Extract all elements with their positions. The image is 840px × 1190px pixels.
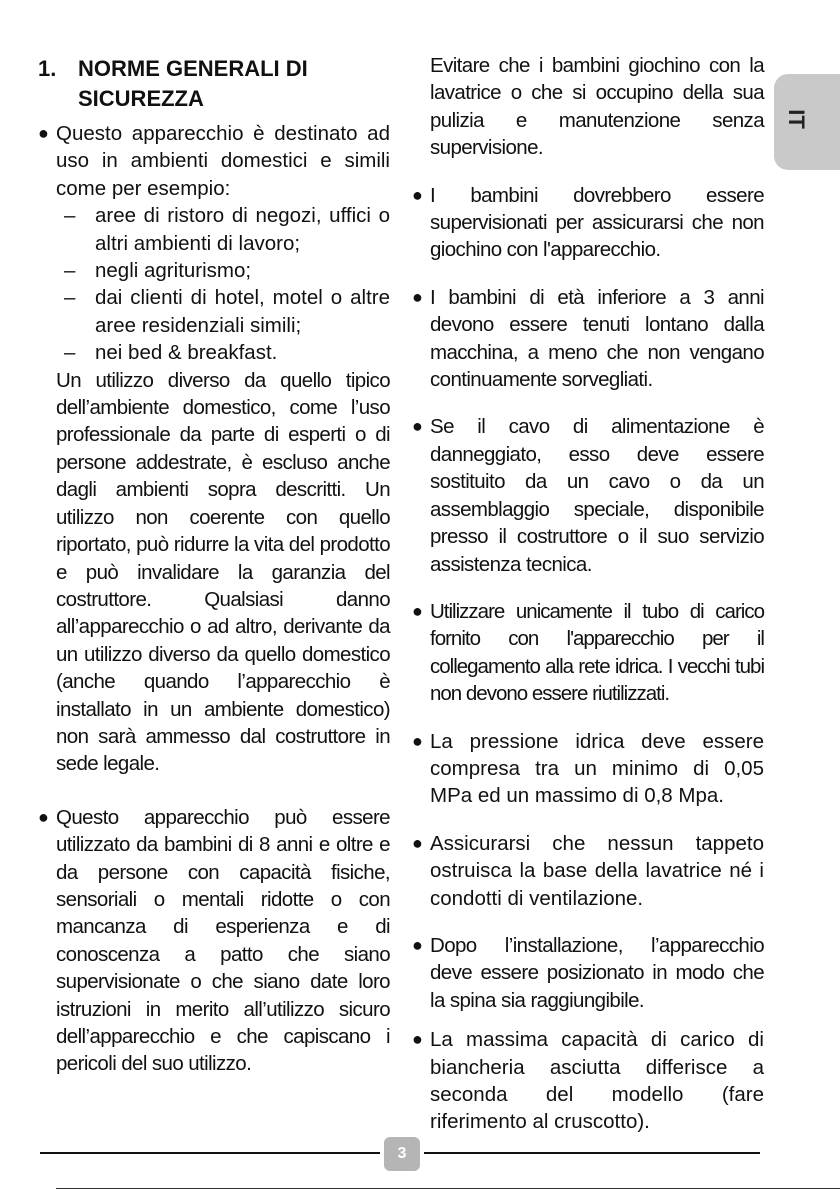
bullet-item — [412, 830, 764, 912]
sub-item — [38, 257, 390, 284]
bullet-item — [412, 598, 764, 708]
dash-icon: – — [64, 259, 76, 283]
bullet-text: La massima capacità di carico di biancheria asciutta differisce a seconda del modello (fare riferimento al cruscotto). — [430, 1028, 764, 1134]
bullet-item — [412, 182, 764, 264]
bullet-text: Assicurarsi che nessun tappeto ostruisca la base della lavatrice né i condotti di ventilazione. — [430, 831, 764, 910]
bullet-text: I bambini dovrebbero essere supervisionati per assicurarsi che non giochino con l'apparecchio. — [430, 183, 764, 262]
bullet-dot-icon: ● — [412, 934, 423, 955]
sub-item — [38, 202, 390, 257]
footer-rule-left — [40, 1152, 380, 1154]
bullet-dot-icon: ● — [412, 286, 423, 307]
dash-icon: – — [64, 341, 76, 365]
section-heading — [38, 54, 390, 114]
dash-icon: – — [64, 204, 76, 228]
section-title-line2: SICUREZZA — [78, 86, 204, 111]
sub-item-text: aree di ristoro di negozi, uffici o altri ambienti di lavoro; — [95, 204, 390, 255]
bullet-item — [412, 284, 764, 394]
section-title-line1: NORME GENERALI DI — [78, 56, 308, 81]
bullet-text: Questo apparecchio è destinato ad uso in ambienti domestici e simili come per esempio: — [56, 122, 390, 200]
sub-item-text: dai clienti di hotel, motel o altre aree residenziali simili; — [95, 286, 390, 337]
bullet-item — [412, 1026, 764, 1136]
bullet-item — [412, 932, 764, 1014]
bullet-text: I bambini di età inferiore a 3 anni devono essere tenuti lontano dalla macchina, a meno che non vengano continuamente sorvegliati. — [430, 285, 764, 392]
dash-icon: – — [64, 286, 76, 310]
bullet-dot-icon: ● — [412, 1029, 423, 1050]
bottom-border-rule — [56, 1188, 840, 1189]
language-tab-label: IT — [783, 109, 809, 129]
usage-paragraph: Un utilizzo diverso da quello tipico dell’ambiente domestico, come l’uso professionale da parte di esperti o di persone addestrate, è escluso anche dagli ambienti sopra descritti. Un utilizzo non coerente con quello riportato, può ridurre la vita del prodotto e può invalidare la garanzia del costruttore. Qualsiasi danno all’apparecchio o ad altro, derivante da un utilizzo diverso da quello domestico (anche quando l’apparecchio è installato in un ambiente domestico) non sarà ammesso dal costruttore in sede legale. — [56, 368, 390, 776]
bullet-text: Utilizzare unicamente il tubo di carico fornito con l'apparecchio per il collegamento alla rete idrica. I vecchi tubi non devono essere riutilizzati. — [430, 599, 764, 706]
left-column — [38, 52, 390, 1078]
bullet-dot-icon: ● — [412, 730, 423, 751]
language-tab — [774, 74, 840, 170]
bullet-dot-icon: ● — [412, 600, 423, 621]
bullet-dot-icon: ● — [412, 184, 423, 205]
sub-item — [38, 339, 390, 366]
bullet-dot-icon: ● — [412, 416, 423, 437]
bullet-dot-icon: ● — [412, 832, 423, 853]
bullet-dot-icon: ● — [38, 123, 49, 143]
sub-item-text: nei bed & breakfast. — [95, 341, 278, 365]
bullet-children-usage — [38, 804, 390, 1078]
bullet-text: Questo apparecchio può essere utilizzato da bambini di 8 anni e oltre e da persone con capacità fisiche, sensoriali o mentali ridotte o con mancanza di esperienza e di conoscenza a patto che siano supervisionate o che siano date loro istruzioni in merito all’utilizzo sicuro dell’apparecchio e che capiscano i pericoli del suo utilizzo. — [56, 805, 390, 1076]
bullet-text: Dopo l’installazione, l’apparecchio deve essere posizionato in modo che la spina sia raggiungibile. — [430, 933, 764, 1012]
section-title — [78, 54, 390, 114]
footer-rule-right — [424, 1152, 760, 1154]
bullet-item — [412, 728, 764, 810]
bullet-text: La pressione idrica deve essere compresa tra un minimo di 0,05 MPa ed un massimo di 0,8 Mpa. — [430, 729, 764, 808]
bullet-domestic-use — [38, 120, 390, 202]
sub-item — [38, 284, 390, 339]
bullet-item — [412, 413, 764, 577]
page-number-badge: 3 — [384, 1137, 420, 1171]
sub-item-text: negli agriturismo; — [95, 259, 252, 283]
bullet-text: Se il cavo di alimentazione è danneggiato, esso deve essere sostituito da un cavo o da un assemblaggio speciale, disponibile presso il costruttore o il suo servizio assistenza tecnica. — [430, 415, 764, 576]
continuation-paragraph: Evitare che i bambini giochino con la lavatrice o che si occupino della sua pulizia e manutenzione senza supervisione. — [430, 54, 764, 160]
right-column — [412, 52, 764, 1136]
section-number: 1. — [38, 56, 57, 81]
bullet-dot-icon: ● — [38, 806, 49, 827]
